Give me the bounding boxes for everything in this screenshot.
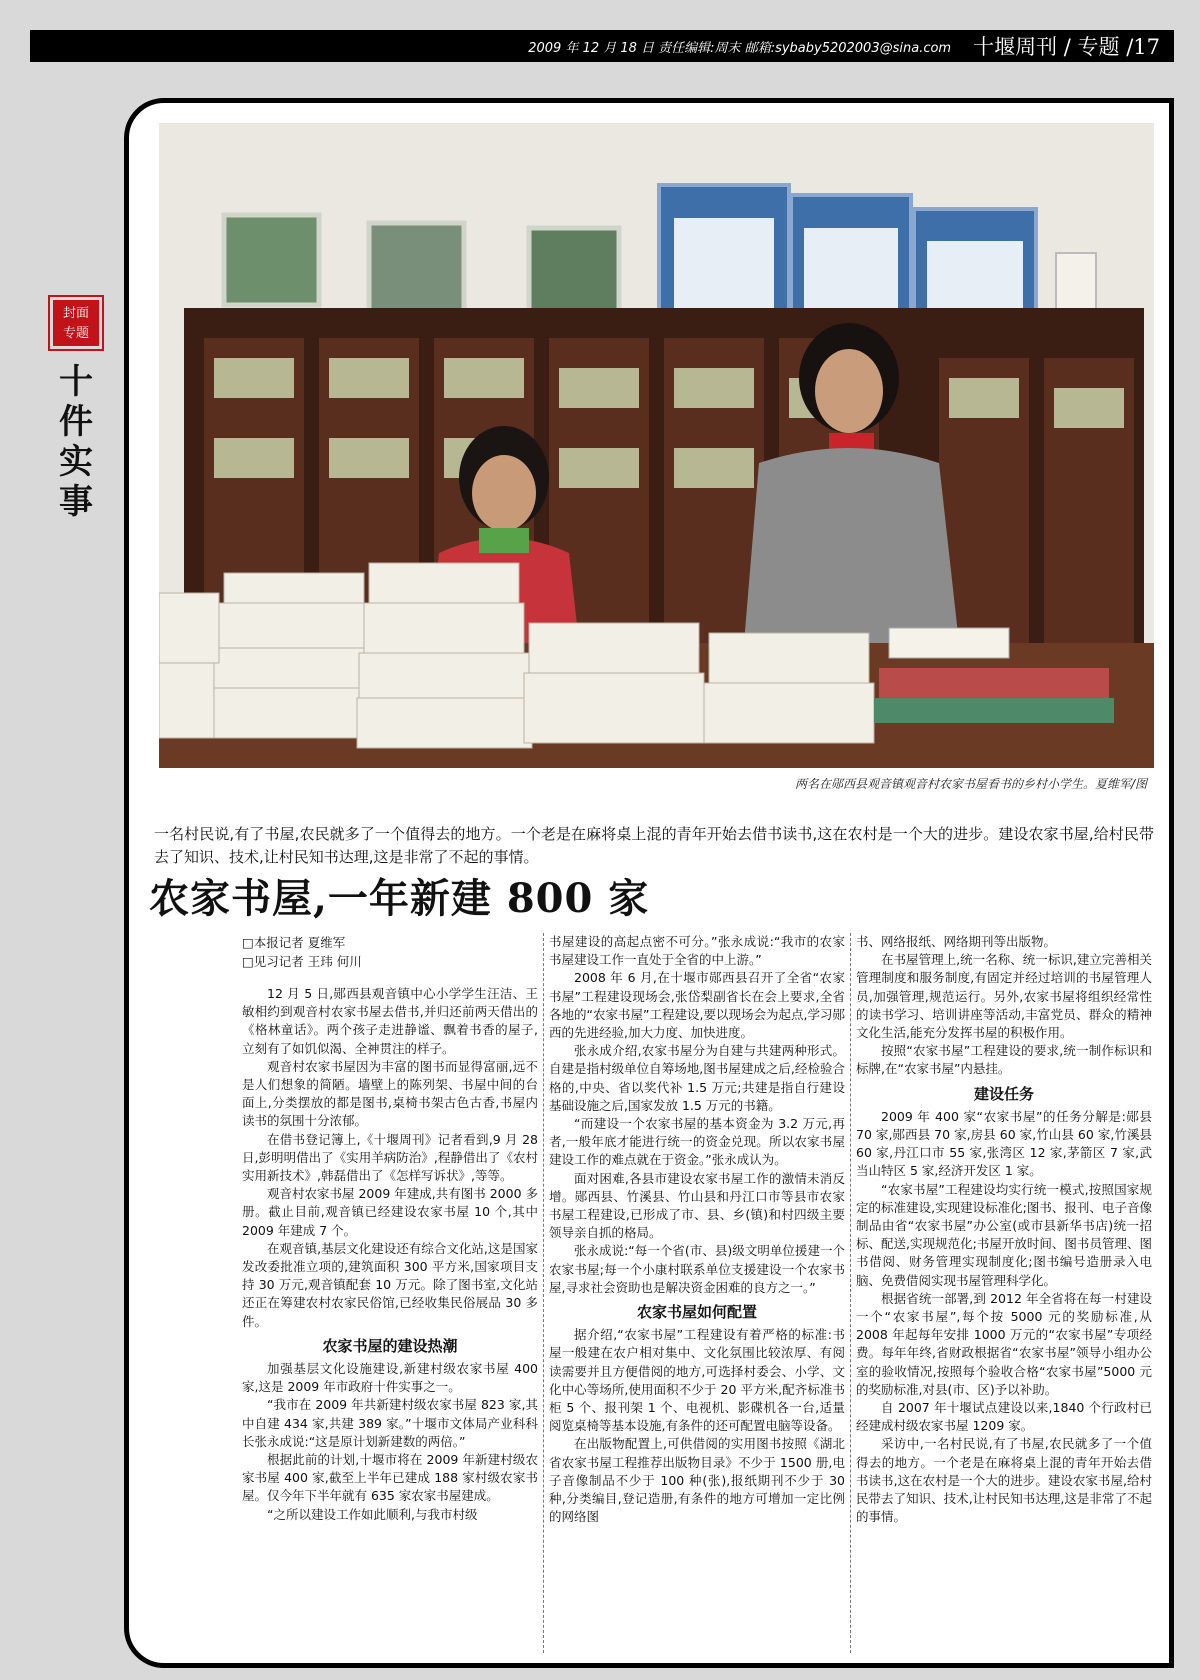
paragraph: “我市在 2009 年共新建村级农家书屋 823 家,其中自建 434 家,共建 389 家。”十堰市文体局产业科科长张永成说:“这是原计划新建数的两倍。” bbox=[242, 1397, 538, 1449]
masthead: 十堰周刊 / 专题 /17 bbox=[973, 35, 1160, 59]
column-divider bbox=[543, 933, 544, 1653]
badge-line-2: 专题 bbox=[62, 326, 89, 341]
paragraph: 根据省统一部署,到 2012 年全省将在每一村建设一个“农家书屋”,每个按 5000 元的奖励标准,从 2008 年起每年安排 1000 万元的“农家书屋”专项经费。每年年终,省财政根据省“农家书屋”领导小组办公室的验收情况,按照每个验收合格“农家书屋”5000 元的奖励标准,对县(市、区)予以补助。 bbox=[856, 1290, 1152, 1397]
paragraph: 观音村农家书屋因为丰富的图书而显得富丽,远不是人们想象的简陋。墙壁上的陈列架、书屋中间的台面上,分类摆放的都是图书,桌椅书架古色古香,书屋内读书的氛围十分浓郁。 bbox=[242, 1058, 538, 1129]
article-columns bbox=[242, 933, 1152, 1653]
page-header bbox=[30, 30, 1174, 62]
paragraph: 加强基层文化设施建设,新建村级农家书屋 400 家,这是 2009 年市政府十件实事之一。 bbox=[242, 1361, 538, 1395]
paragraph: “之所以建设工作如此顺利,与我市村级 bbox=[267, 1506, 478, 1522]
paragraph: 面对困难,各县市建设农家书屋工作的激情未消反增。郧西县、竹溪县、竹山县和丹江口市等县市农家书屋工程建设,已形成了市、县、乡(镇)和村四级主要领导亲自抓的格局。 bbox=[549, 1170, 845, 1241]
byline-trainee: □见习记者 王玮 何川 bbox=[242, 954, 362, 969]
byline-reporter: □本报记者 夏维军 bbox=[242, 935, 346, 950]
headline: 农家书屋,一年新建 800 家 bbox=[149, 875, 650, 922]
paragraph: 在书屋管理上,统一名称、统一标识,建立完善相关管理制度和服务制度,有固定并经过培训的书屋管理人员,加强管理,规范运行。另外,农家书屋将组织经常性的读书学习、培训讲座等活动,丰富党员、群众的精神文化生活,能充分发挥书屋的积极作用。 bbox=[856, 952, 1152, 1041]
news-photo bbox=[159, 123, 1154, 768]
article-frame bbox=[124, 98, 1174, 1668]
paragraph: 12 月 5 日,郧西县观音镇中心小学学生汪洁、王敏相约到观音村农家书屋去借书,并归还前两天借出的《格林童话》。两个孩子走进静谧、飘着书香的屋子,立刻有了如饥似渴、全神贯注的样子。 bbox=[242, 986, 538, 1056]
paragraph: 在借书登记簿上,《十堰周刊》记者看到,9 月 28 日,彭明明借出了《实用羊病防治》,程静借出了《农村实用新技术》,韩磊借出了《怎样写诉状》,等等。 bbox=[242, 1131, 538, 1184]
lead-paragraph: 一名村民说,有了书屋,农民就多了一个值得去的地方。一个老是在麻将桌上混的青年开始去借书读书,这在农村是一个大的进步。建设农家书屋,给村民带去了知识、技术,让村民知书达理,这是非常了不起的事情。 bbox=[154, 825, 1154, 866]
section-badge bbox=[48, 295, 104, 351]
library-scene-image bbox=[159, 123, 1154, 768]
paragraph: 书屋建设的高起点密不可分。”张永成说:“我市的农家书屋建设工作一直处于全省的中上游。” bbox=[549, 934, 845, 968]
paragraph: 自 2007 年十堰试点建设以来,1840 个行政村已经建成村级农家书屋 1209 家。 bbox=[856, 1400, 1152, 1434]
paragraph: 2008 年 6 月,在十堰市郧西县召开了全省“农家书屋”工程建设现场会,张岱梨副省长在会上要求,全省各地的“农家书屋”工程建设,要以现场会为起点,学习郧西的先进经验,加大力度、加快进度。 bbox=[549, 970, 845, 1041]
subheading: 农家书屋的建设热潮 bbox=[322, 1336, 458, 1355]
paragraph: 观音村农家书屋 2009 年建成,共有图书 2000 多册。截止目前,观音镇已经建设农家书屋 10 个,其中 2009 年建成 7 个。 bbox=[242, 1186, 538, 1238]
paragraph: 据介绍,“农家书屋”工程建设有着严格的标准:书屋一般建在农户相对集中、文化氛围比较浓厚、有阅读需要并且方便借阅的地方,可选择村委会、小学、文化中心等场所,使用面积不少于 20 平方米,配齐标准书柜 5 个、报刊架 1 个、电视机、影碟机各一台,适量阅览桌椅等基本设施,有条件的还可配置电脑等设备。 bbox=[549, 1327, 845, 1434]
paragraph: 在观音镇,基层文化建设还有综合文化站,这是国家发改委批准立项的,建筑面积 300 平方米,国家项目支持 30 万元,观音镇配套 10 万元。除了图书室,文化站还正在筹建农村农家民俗馆,已经收集民俗展品 30 多件。 bbox=[242, 1240, 538, 1329]
paragraph: 按照“农家书屋”工程建设的要求,统一制作标识和标牌,在“农家书屋”内悬挂。 bbox=[856, 1043, 1152, 1077]
section-title: 十件实事 bbox=[59, 362, 93, 522]
paragraph: “农家书屋”工程建设均实行统一模式,按照国家规定的标准建设,实现建设标准化;图书、报刊、电子音像制品由省“农家书屋”办公室(或市县新华书店)统一招标、配送,实现规范化;书屋开放时间、图书员管理、图书借阅、财务管理实现制度化;图书编号造册录入电脑、免费借阅实现书屋管理科学化。 bbox=[856, 1181, 1152, 1288]
paragraph: “而建设一个农家书屋的基本资金为 3.2 万元,再者,一般年底才能进行统一的资金兑现。所以农家书屋建设工作的难点就在于资金。”张永成认为。 bbox=[549, 1116, 845, 1168]
byline bbox=[242, 933, 538, 971]
article-column-2 bbox=[549, 933, 845, 1653]
paragraph: 书、网络报纸、网络期刊等出版物。 bbox=[856, 934, 1057, 949]
subheading: 农家书屋如何配置 bbox=[636, 1303, 757, 1322]
header-meta: 2009 年 12 月 18 日 责任编辑:周末 邮箱:sybaby5202003@sina.com bbox=[528, 40, 952, 56]
article-column-1 bbox=[242, 933, 538, 1653]
paragraph: 在出版物配置上,可供借阅的实用图书按照《湖北省农家书屋工程推荐出版物目录》不少于 1500 册,电子音像制品不少于 100 种(张),报纸期刊不少于 30 种,分类编目,登记造册,有条件的地方可增加一定比例的网络图 bbox=[549, 1436, 845, 1525]
paragraph: 采访中,一名村民说,有了书屋,农民就多了一个值得去的地方。一个老是在麻将桌上混的青年开始去借书读书,这在农村是一个大的进步。建设农家书屋,给村民带去了知识、技术,让村民知书达理,这是非常了不起的事情。 bbox=[856, 1436, 1152, 1525]
column-divider bbox=[850, 933, 851, 1653]
article-column-3 bbox=[856, 933, 1152, 1653]
badge-line-1: 封面 bbox=[62, 306, 89, 321]
paragraph: 张永成介绍,农家书屋分为自建与共建两种形式。自建是指村级单位自筹场地,图书屋建成之后,经检验合格的,中央、省以奖代补 1.5 万元;共建是指自行建设基础设施之后,国家发放 1.5 万元的书籍。 bbox=[549, 1043, 845, 1113]
paragraph: 2009 年 400 家“农家书屋”的任务分解是:郧县 70 家,郧西县 70 家,房县 60 家,竹山县 60 家,竹溪县 60 家,丹江口市 55 家,张湾区 12 家,茅箭区 7 家,武当山特区 5 家,经济开发区 1 家。 bbox=[856, 1108, 1152, 1179]
photo-caption: 两名在郧西县观音镇观音村农家书屋看书的乡村小学生。夏维军/图 bbox=[794, 777, 1147, 791]
subheading: 建设任务 bbox=[973, 1084, 1034, 1103]
paragraph: 根据此前的计划,十堰市将在 2009 年新建村级农家书屋 400 家,截至上半年已建成 188 家村级农家书屋。仅今年下半年就有 635 家农家书屋建成。 bbox=[242, 1452, 538, 1504]
paragraph: 张永成说:“每一个省(市、县)级文明单位援建一个农家书屋;每一个小康村联系单位支援建设一个农家书屋,寻求社会资助也是解决资金困难的良方之一。” bbox=[549, 1243, 845, 1295]
